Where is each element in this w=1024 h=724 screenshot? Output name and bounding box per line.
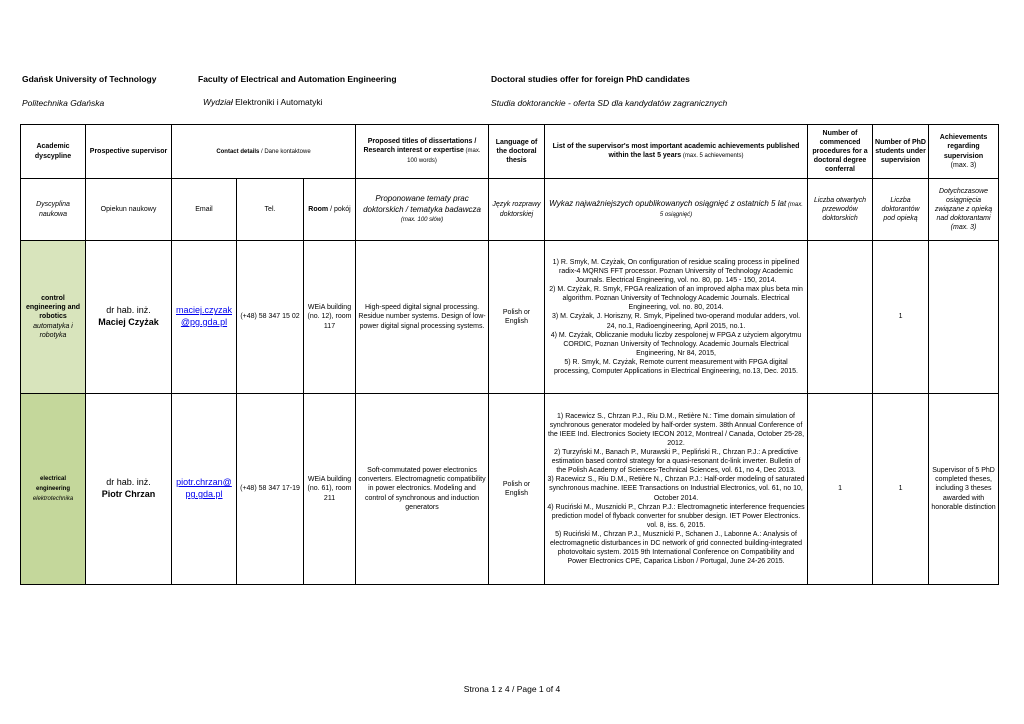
- achievements-note: (max. 5 achievements): [681, 153, 744, 160]
- phd-students-cell: 1: [873, 241, 929, 394]
- email-cell: [172, 394, 237, 585]
- col-commenced: Number of commenced procedures for a doctoral degree conferral: [808, 125, 873, 179]
- email-cell: [172, 241, 237, 394]
- col-supervisor-pl: Opiekun naukowy: [86, 179, 172, 241]
- achievements-cell: 1) R. Smyk, M. Czyżak, On configuration of residue scaling process in pipelined radix-4 MQRNS FFT processor. Poznan University of Technology Academic Journals. Electrical Engineering, vol. no. 80, pp. 145 - 150, 2014. 2) M. Czyżak, R. Smyk, FPGA realization of an improved alpha max plus beta min algorithm. Poznan University of Technology Academic Journals. Electrical Engineering, vol. no. 80, 2014. 3) M. Czyżak, J. Horiszny, R. Smyk, Pipelined two-operand modular adders, vol. 24, no.1, Radioengineering, April 2015, no.1. 4) M. Czyżak, Obliczanie modułu liczby zespolonej w FPGA z użyciem algorytmu CORDIC, Poznan University of Technology. Academic Journals Electrical Engineering, Nr 84, 2015, 5) R. Smyk, M. Czyżak, Remote current measurement with FPGA digital processing, Computer Applications in Electrical Engineering, no.13, Dec. 2015.: [545, 241, 808, 394]
- col-tel-pl: Tel.: [237, 179, 304, 241]
- supervisor-cell: [86, 241, 172, 394]
- faculty-en: [198, 74, 397, 84]
- offer-table: [20, 124, 999, 585]
- achievements-cell: 1) Racewicz S., Chrzan P.J., Riu D.M., Retière N.: Time domain simulation of synchronous generator modeled by half-order system. 38th Annual Conference of the IEEE Ind. Electronics Society IECON 2012, Montreal / Canada, October 25-28, 2012. 2) Turzyński M., Banach P., Murawski P., Pepliński R., Chrzan P.J.: A predictive estimation based control strategy for a quasi-resonant dc-link inverter. Bulletin of the Polish Academy of Sciences-Technical Sciences, vol. 61, no 4, Dec 2013. 3) Racewicz S., Riu D.M., Retière N., Chrzan P.J.: Half-order modeling of saturated synchronous machine. IEEE Transactions on Industrial Electronics, vol. 61, no 10, October 2014. 4) Ruciński M., Musznicki P., Chrzan P.J.: Electromagnetic interference frequencies prediction model of flyback converter for snubber design. IET Power Electronics. vol. 8, iss. 6, 2015. 5) Ruciński M., Chrzan P.J., Musznicki P., Schanen J., Labonne A.: Analysis of electromagnetic disturbances in DC network of grid connected building-integrated photovoltaic system. 2015 9th International Conference on Compatibility and Power Electronics CPE, Caparica Lisbon / Portugal, June 24-26 2015.: [545, 394, 808, 585]
- col-language: Language of the doctoral thesis: [489, 125, 545, 179]
- col-achievements-pl: [545, 179, 808, 241]
- achievements-label-pl: Wykaz najważniejszych opublikowanych osiągnięć z ostatnich 5 lat: [549, 199, 787, 209]
- header-row-pl: [21, 179, 999, 241]
- faculty-label-pl: Wydział: [203, 97, 233, 107]
- page-footer: Strona 1 z 4 / Page 1 of 4: [463, 684, 561, 694]
- col-commenced-pl: Liczba otwartych przewodów doktorskich: [808, 179, 873, 241]
- table-row: [21, 241, 999, 394]
- col-room-pl: [304, 179, 356, 241]
- commenced-cell: [808, 241, 873, 394]
- supervisor-name: Maciej Czyżak: [98, 317, 159, 327]
- room-cell: WEiA building (no. 61), room 211: [304, 394, 356, 585]
- supervision-note: (max. 3): [950, 161, 977, 169]
- supervision-cell: [929, 241, 999, 394]
- col-titles-pl: [356, 179, 489, 241]
- topics-cell: High-speed digital signal processing. Residue number systems. Design of low-power digital signal processing systems.: [356, 241, 489, 394]
- faculty-label-en: Faculty of: [198, 74, 239, 84]
- faculty-name-pl: Elektroniki i Automatyki: [235, 97, 323, 107]
- titles-label: Proposed titles of dissertations / Research interest or expertise: [363, 138, 477, 155]
- commenced-cell: 1: [808, 394, 873, 585]
- topics-cell: Soft-commutated power electronics converters. Electromagnetic compatibility in power electronics. Modeling and control of synchronous and induction generators: [356, 394, 489, 585]
- supervision-label: Achievements regarding supervision: [939, 134, 988, 160]
- discipline-en: control engineering and robotics: [25, 295, 81, 321]
- col-supervisor: Prospective supervisor: [86, 125, 172, 179]
- col-discipline-pl: Dyscyplina naukowa: [21, 179, 86, 241]
- titles-note: (max. 100 words): [407, 148, 481, 165]
- discipline-cell: [21, 394, 86, 585]
- achievements-note-pl: (max. 5 osiągnięć): [659, 202, 803, 218]
- room-label: Room: [308, 205, 329, 213]
- offer-title-pl: Studia doktoranckie - oferta SD dla kandydatów zagranicznych: [491, 98, 728, 108]
- tel-cell: (+48) 58 347 17-19: [237, 394, 304, 585]
- email-link[interactable]: maciej.czyzak@pg.gda.pl: [175, 305, 232, 327]
- supervisor-title: dr hab. inż.: [106, 477, 151, 488]
- supervisor-cell: [86, 394, 172, 585]
- achievements-label: List of the supervisor's most important academic achievements published within the last 5 years: [552, 143, 800, 160]
- offer-title-en: Doctoral studies offer for foreign PhD candidates: [491, 74, 690, 84]
- col-achievements: [545, 125, 808, 179]
- phd-students-cell: 1: [873, 394, 929, 585]
- col-email-pl: Email: [172, 179, 237, 241]
- col-titles: [356, 125, 489, 179]
- faculty-pl: [203, 97, 323, 107]
- titles-label-pl: Proponowane tematy prac doktorskich / tematyka badawcza: [363, 194, 481, 214]
- language-cell: Polish or English: [489, 394, 545, 585]
- header-row-en: [21, 125, 999, 179]
- contact-label: Contact details: [216, 148, 260, 155]
- supervisor-title: dr hab. inż.: [106, 305, 151, 316]
- col-supervision: [929, 125, 999, 179]
- table-row: [21, 394, 999, 585]
- discipline-pl: automatyka i robotyka: [33, 322, 73, 339]
- col-discipline: Academic dyscypline: [21, 125, 86, 179]
- col-phd-students-pl: Liczba doktorantów pod opieką: [873, 179, 929, 241]
- col-supervision-pl: [929, 179, 999, 241]
- room-label-pl: / pokój: [328, 205, 351, 213]
- university-name-en: Gdańsk University of Technology: [22, 74, 157, 84]
- supervision-note-pl: (max. 3): [950, 224, 977, 232]
- supervision-cell: Supervisor of 5 PhD completed theses, including 3 theses awarded with honorable distinction: [929, 394, 999, 585]
- discipline-pl: elektrotechnika: [32, 495, 74, 502]
- discipline-en: electrical engineering: [35, 476, 70, 493]
- discipline-cell: [21, 241, 86, 394]
- col-phd-students: Number of PhD students under supervision: [873, 125, 929, 179]
- language-cell: Polish or English: [489, 241, 545, 394]
- col-language-pl: Język rozprawy doktorskiej: [489, 179, 545, 241]
- titles-note-pl: (max. 100 słów): [400, 216, 444, 223]
- university-name-pl: Politechnika Gdańska: [22, 98, 105, 108]
- email-link[interactable]: piotr.chrzan@pg.gda.pl: [176, 477, 232, 499]
- col-contact: [172, 125, 356, 179]
- supervisor-name: Piotr Chrzan: [101, 489, 156, 499]
- supervision-label-pl: Dotychczasowe osiągnięcia związane z opieką nad doktorantami: [934, 187, 993, 223]
- contact-label-pl: / Dane kontaktowe: [259, 148, 311, 155]
- tel-cell: (+48) 58 347 15 02: [237, 241, 304, 394]
- faculty-name-en: Electrical and Automation Engineering: [240, 74, 397, 84]
- room-cell: WEiA building (no. 12), room 117: [304, 241, 356, 394]
